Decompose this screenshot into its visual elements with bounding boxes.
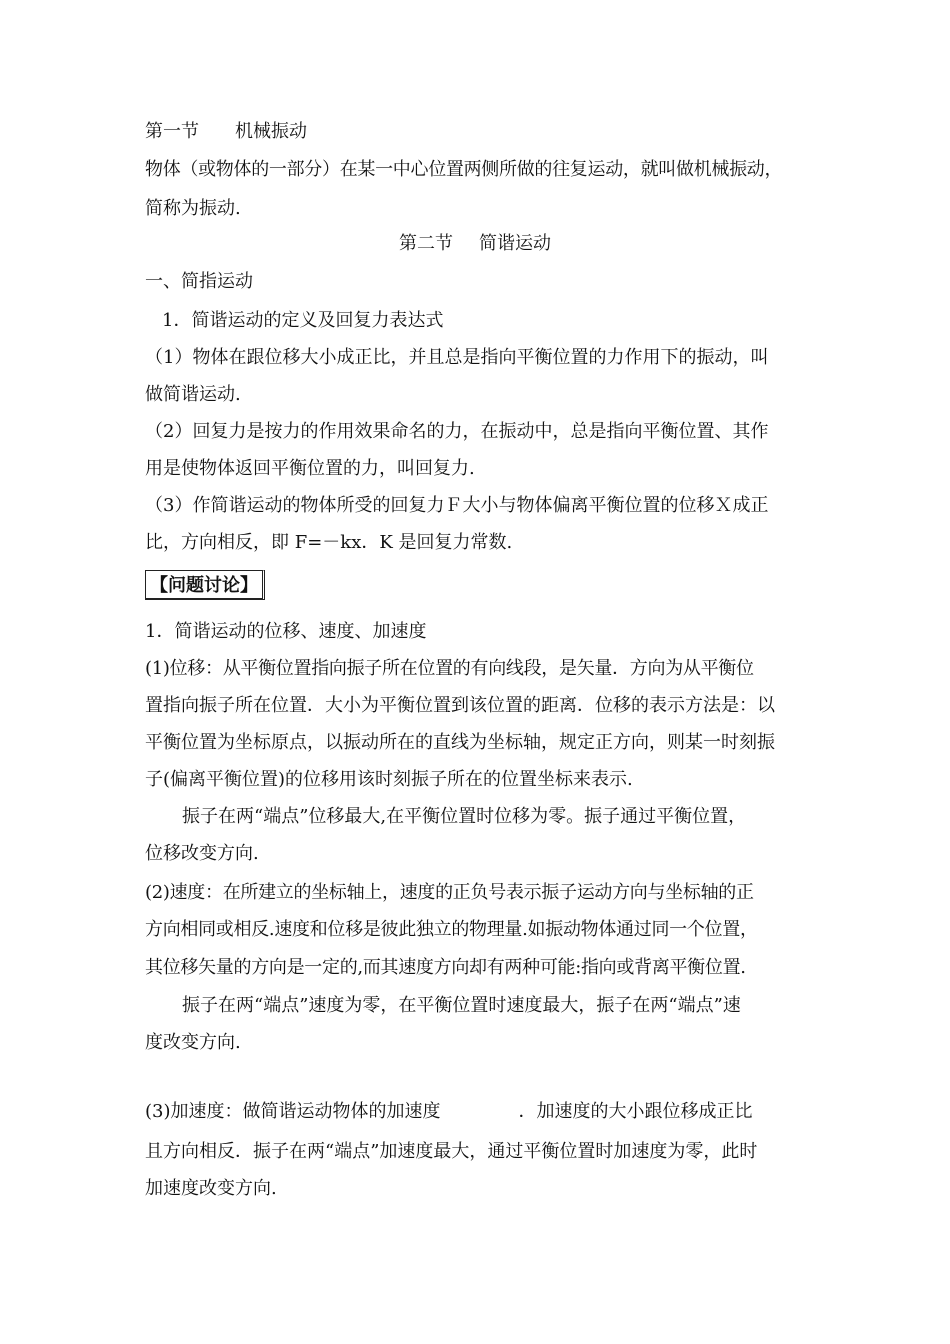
part1-heading: 一、简指运动 [145, 271, 253, 292]
displacement-line4: 子(偏离平衡位置)的位移用该时刻振子所在的位置坐标来表示. [145, 769, 633, 790]
velocity-line3: 其位移矢量的方向是一定的,而其速度方向却有两种可能:指向或背离平衡位置. [145, 957, 746, 978]
section2-title: 简谐运动 [479, 233, 551, 254]
displacement-line3: 平衡位置为坐标原点，以振动所在的直线为坐标轴，规定正方向，则某一时刻振 [145, 732, 775, 753]
acceleration-line1-end: ．加速度的大小跟位移成正比 [518, 1101, 753, 1122]
part1-subheading: 1．简谐运动的定义及回复力表达式 [162, 310, 444, 331]
discussion-heading: 1．简谐运动的位移、速度、加速度 [145, 621, 427, 642]
point1-line1: （1）物体在跟位移大小成正比，并且总是指向平衡位置的力作用下的振动，叫 [145, 347, 769, 368]
displacement-note-line1: 振子在两“端点”位移最大,在平衡位置时位移为零。振子通过平衡位置， [182, 806, 747, 827]
vibration-definition-line2: 简称为振动. [145, 198, 241, 219]
section1-heading [145, 120, 307, 144]
point1-line2: 做简谐运动. [145, 384, 241, 405]
velocity-line1: (2)速度：在所建立的坐标轴上，速度的正负号表示振子运动方向与坐标轴的正 [145, 882, 754, 903]
vibration-definition-line1: 物体（或物体的一部分）在某一中心位置两侧所做的往复运动，就叫做机械振动， [145, 159, 783, 180]
displacement-line1: (1)位移：从平衡位置指向振子所在位置的有向线段，是矢量．方向为从平衡位 [145, 658, 754, 679]
section2-heading [0, 232, 950, 256]
point2-line1: （2）回复力是按力的作用效果命名的力，在振动中，总是指向平衡位置、其作 [145, 421, 769, 442]
velocity-line2: 方向相同或相反.速度和位移是彼此独立的物理量.如振动物体通过同一个位置， [145, 919, 758, 940]
acceleration-line1-start: (3)加速度：做简谐运动物体的加速度 [145, 1101, 441, 1122]
section2-number: 第二节 [399, 233, 453, 254]
acceleration-line2: 且方向相反．振子在两“端点”加速度最大，通过平衡位置时加速度为零，此时 [145, 1141, 758, 1162]
velocity-note-line2: 度改变方向. [145, 1032, 241, 1053]
point3-line1: （3）作简谐运动的物体所受的回复力Ｆ大小与物体偏离平衡位置的位移Ｘ成正 [145, 495, 769, 516]
displacement-note-line2: 位移改变方向. [145, 843, 259, 864]
section1-number: 第一节 [145, 121, 199, 142]
acceleration-line3: 加速度改变方向. [145, 1178, 277, 1199]
discussion-label: 【问题讨论】 [145, 570, 265, 600]
displacement-line2: 置指向振子所在位置．大小为平衡位置到该位置的距离．位移的表示方法是：以 [145, 695, 775, 716]
point2-line2: 用是使物体返回平衡位置的力，叫回复力. [145, 458, 475, 479]
point3-line2: 比，方向相反，即 F=－kx．K 是回复力常数. [145, 532, 513, 553]
velocity-note-line1: 振子在两“端点”速度为零，在平衡位置时速度最大，振子在两“端点”速 [182, 995, 741, 1016]
acceleration-line1 [145, 1100, 753, 1124]
section1-title: 机械振动 [235, 121, 307, 142]
